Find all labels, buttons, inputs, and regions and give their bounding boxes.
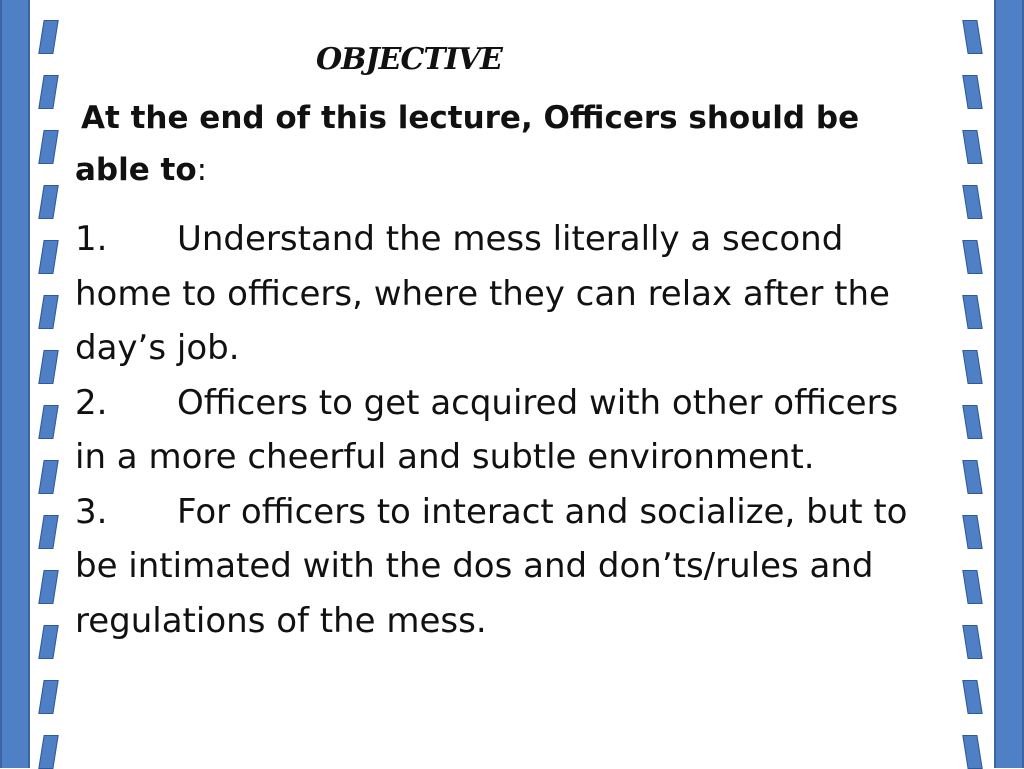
objective-text: Officers to get acquired with other officers in a more cheerful and subtle environment. [75, 382, 899, 477]
sprocket-hole [38, 185, 58, 219]
sprocket-hole [38, 625, 58, 659]
sprocket-hole [962, 625, 982, 659]
sprocket-hole [962, 240, 982, 274]
sprocket-hole [962, 130, 982, 164]
right-border-bar [994, 0, 1024, 768]
sprocket-hole [962, 350, 982, 384]
sprocket-hole [38, 735, 58, 769]
objective-number: 3. [75, 491, 108, 532]
objective-item [75, 376, 935, 485]
sprocket-hole [38, 240, 58, 274]
intro-paragraph [75, 92, 935, 196]
right-film-sprockets [958, 0, 986, 768]
sprocket-hole [38, 295, 58, 329]
sprocket-hole [962, 20, 982, 54]
sprocket-hole [38, 515, 58, 549]
sprocket-hole [962, 735, 982, 769]
left-border-bar [0, 0, 30, 768]
sprocket-hole [38, 680, 58, 714]
sprocket-hole [962, 75, 982, 109]
sprocket-hole [962, 515, 982, 549]
sprocket-hole [962, 680, 982, 714]
intro-lead: At the end of this lecture, Officers should be able to [75, 100, 860, 188]
objective-text: For officers to interact and socialize, but to be intimated with the dos and don’ts/rules and regulations of the mess. [75, 491, 908, 641]
sprocket-hole [962, 185, 982, 219]
objectives-list [75, 212, 935, 648]
sprocket-hole [38, 405, 58, 439]
sprocket-hole [38, 460, 58, 494]
sprocket-hole [38, 75, 58, 109]
sprocket-hole [38, 130, 58, 164]
sprocket-hole [962, 295, 982, 329]
sprocket-hole [962, 570, 982, 604]
objective-item [75, 485, 935, 649]
sprocket-hole [38, 20, 58, 54]
intro-colon: : [196, 152, 208, 188]
sprocket-hole [962, 405, 982, 439]
slide-title: OBJECTIVE [316, 42, 502, 77]
objective-number: 2. [75, 382, 108, 423]
objective-text: Understand the mess literally a second home to officers, where they can relax after the day’s job. [75, 219, 890, 368]
objective-item [75, 212, 935, 376]
sprocket-hole [38, 350, 58, 384]
left-film-sprockets [34, 0, 62, 768]
objective-number: 1. [75, 219, 108, 259]
sprocket-hole [38, 570, 58, 604]
sprocket-hole [962, 460, 982, 494]
